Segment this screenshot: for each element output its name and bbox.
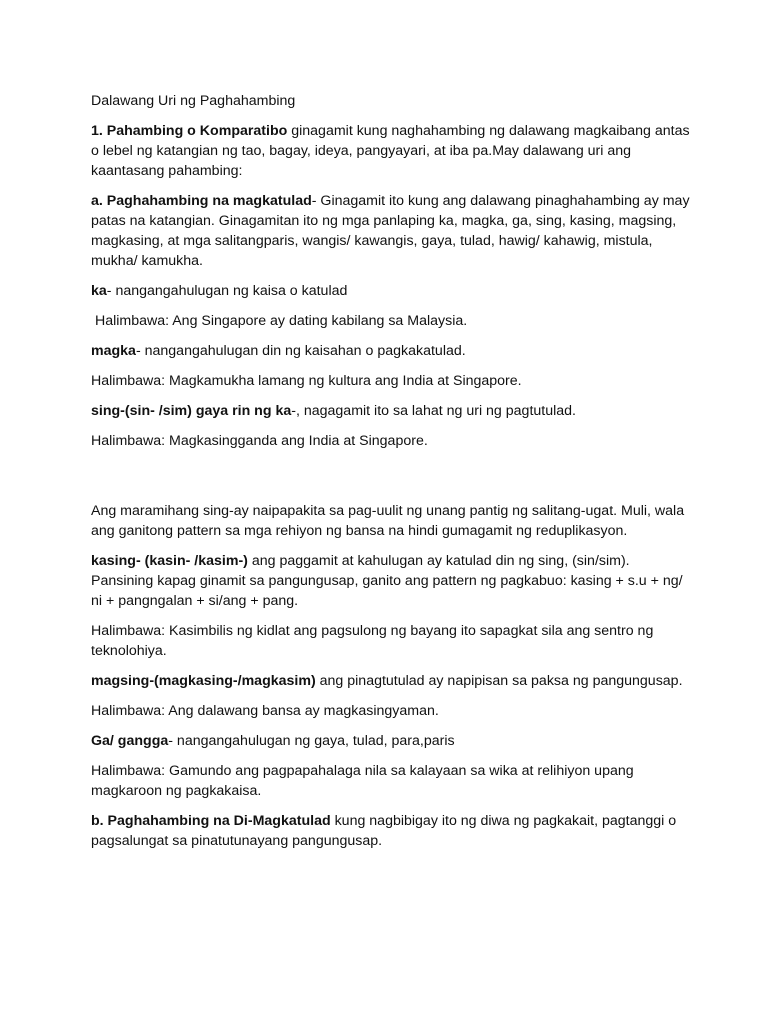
definition-ga: - nangangahulugan ng gaya, tulad, para,paris — [168, 733, 455, 749]
document-title-text: Dalawang Uri ng Paghahambing — [91, 93, 296, 109]
paragraph-magsing — [91, 671, 691, 691]
definition-magka: - nangangahulugan din ng kaisahan o pagkakatulad. — [135, 343, 466, 359]
paragraph-maramihang-sing — [91, 501, 691, 541]
example-magsing — [91, 701, 691, 721]
definition-pahambing: ginagamit kung naghahambing ng dalawang magkaibang antas o lebel ng katangian ng tao, bagay, ideya, pangyayari, at iba pa.May dalawang uri ang kaantasang pahambing: — [91, 123, 690, 179]
term-magsing: magsing-(magkasing-/magkasim) — [91, 673, 316, 689]
paragraph-kasing — [91, 551, 691, 611]
paragraph-pahambing — [91, 121, 691, 181]
term-pahambing: 1. Pahambing o Komparatibo — [91, 123, 288, 139]
paragraph-magka — [91, 341, 691, 361]
example-kasing-text: Halimbawa: Kasimbilis ng kidlat ang pagsulong ng bayang ito sapagkat sila ang sentro ng teknolohiya. — [91, 623, 654, 659]
paragraph-di-magkatulad — [91, 811, 691, 851]
definition-magsing: ang pinagtutulad ay napipisan sa paksa ng pangungusap. — [315, 673, 683, 689]
definition-kasing: ang paggamit at kahulugan ay katulad din ng sing, (sin/sim). Pansining kapag ginamit sa pangungusap, ganito ang pattern ng pagkabuo: kasing + s.u + ng/ ni + pangngalan + si/ang + pang. — [91, 553, 683, 609]
definition-di-magkatulad: kung nagbibigay ito ng diwa ng pagkakait, pagtanggi o pagsalungat sa pinatutunayang pangungusap. — [91, 813, 677, 849]
term-magkatulad: a. Paghahambing na magkatulad — [91, 193, 312, 209]
definition-magkatulad: - Ginagamit ito kung ang dalawang pinaghahambing ay may patas na katangian. Ginagamitan ito ng mga panlaping ka, magka, ga, sing, kasing, magsing, magkasing, at mga salitangparis, wangis/ kawangis, gaya, tulad, hawig/ kahawig, mistula, mukha/ kamukha. — [91, 193, 690, 269]
maramihang-sing-text: Ang maramihang sing-ay naipapakita sa pag-uulit ng unang pantig ng salitang-ugat. Muli, wala ang ganitong pattern sa mga rehiyon ng bansa na hindi gumagamit ng reduplikasyon. — [91, 503, 685, 539]
example-magsing-text: Halimbawa: Ang dalawang bansa ay magkasingyaman. — [91, 703, 439, 719]
document-title — [91, 91, 691, 111]
example-sing — [91, 431, 691, 451]
paragraph-sing — [91, 401, 691, 421]
term-ga: Ga/ gangga — [91, 733, 169, 749]
definition-sing: -, nagagamit ito sa lahat ng uri ng pagtutulad. — [291, 403, 576, 419]
term-ka: ka — [91, 283, 107, 299]
example-magka — [91, 371, 691, 391]
document-body — [91, 91, 691, 861]
example-ka — [91, 311, 691, 331]
spacer — [91, 461, 691, 501]
example-sing-text: Halimbawa: Magkasingganda ang India at Singapore. — [91, 433, 428, 449]
term-sing: sing-(sin- /sim) gaya rin ng ka — [91, 403, 292, 419]
definition-ka: - nangangahulugan ng kaisa o katulad — [106, 283, 348, 299]
term-magka: magka — [91, 343, 136, 359]
example-ga-text: Halimbawa: Gamundo ang pagpapahalaga nila sa kalayaan sa wika at relihiyon upang magkaroon ng pagkakaisa. — [91, 763, 634, 799]
example-ka-text: Halimbawa: Ang Singapore ay dating kabilang sa Malaysia. — [91, 313, 468, 329]
paragraph-ka — [91, 281, 691, 301]
term-kasing: kasing- (kasin- /kasim-) — [91, 553, 248, 569]
example-magka-text: Halimbawa: Magkamukha lamang ng kultura ang India at Singapore. — [91, 373, 522, 389]
paragraph-magkatulad — [91, 191, 691, 271]
term-di-magkatulad: b. Paghahambing na Di-Magkatulad — [91, 813, 331, 829]
paragraph-ga — [91, 731, 691, 751]
example-kasing — [91, 621, 691, 661]
example-ga — [91, 761, 691, 801]
